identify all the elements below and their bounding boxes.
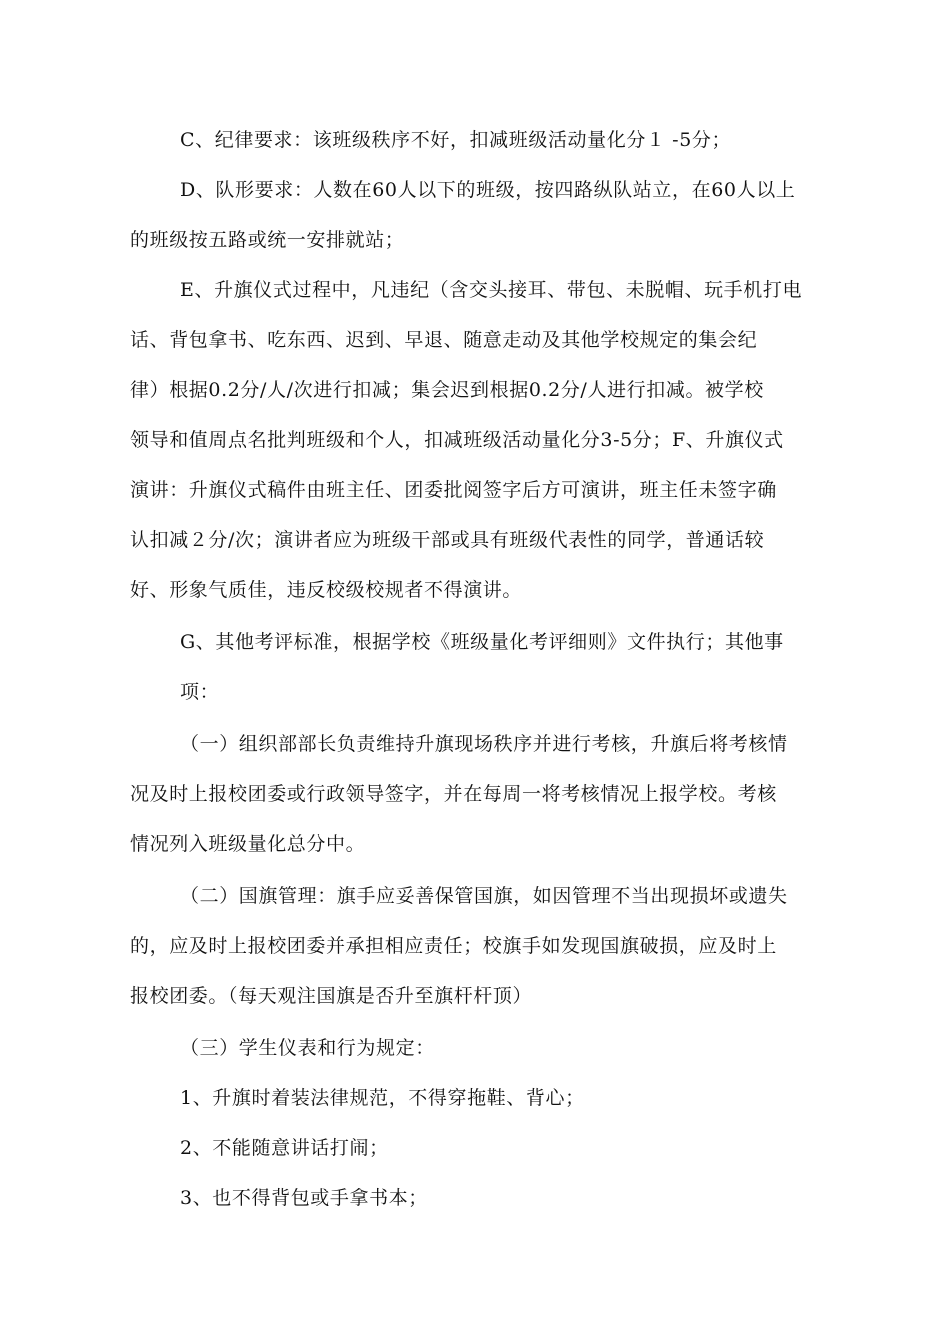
paragraph-e-line-1: E、升旗仪式过程中，凡违纪（含交头接耳、带包、未脱帽、玩手机打电 bbox=[180, 279, 803, 301]
section-two-line-1: （二）国旗管理：旗手应妥善保管国旗，如因管理不当出现损坏或遗失 bbox=[180, 885, 788, 907]
paragraph-d-line-1: D、队形要求：人数在60人以下的班级，按四路纵队站立，在60人以上 bbox=[180, 179, 796, 201]
section-one-line-3: 情况列入班级量化总分中。 bbox=[130, 833, 366, 855]
section-two-line-2: 的，应及时上报校团委并承担相应责任；校旗手如发现国旗破损，应及时上 bbox=[130, 935, 777, 957]
rule-item-1: 1、升旗时着装法律规范，不得穿拖鞋、背心； bbox=[180, 1087, 585, 1109]
section-one-line-2: 况及时上报校团委或行政领导签字，并在每周一将考核情况上报学校。考核 bbox=[130, 783, 777, 805]
paragraph-g-line-1: G、其他考评标准，根据学校《班级量化考评细则》文件执行；其他事 bbox=[180, 631, 784, 653]
section-two-line-3: 报校团委。（每天观注国旗是否升至旗杆杆顶） bbox=[130, 985, 533, 1007]
rule-item-3: 3、也不得背包或手拿书本； bbox=[180, 1187, 428, 1209]
paragraph-g-line-2: 项： bbox=[180, 681, 220, 703]
paragraph-e-line-5: 演讲：升旗仪式稿件由班主任、团委批阅签字后方可演讲，班主任未签字确 bbox=[130, 479, 777, 501]
section-one-line-1: （一）组织部部长负责维持升旗现场秩序并进行考核，升旗后将考核情 bbox=[180, 733, 788, 755]
section-three-heading: （三）学生仪表和行为规定： bbox=[180, 1037, 435, 1059]
paragraph-e-line-4: 领导和值周点名批判班级和个人，扣减班级活动量化分3-5分；F、升旗仪式 bbox=[130, 429, 784, 451]
paragraph-e-line-6: 认扣减２分/次；演讲者应为班级干部或具有班级代表性的同学，普通话较 bbox=[130, 529, 765, 551]
paragraph-e-line-7: 好、形象气质佳，违反校级校规者不得演讲。 bbox=[130, 579, 523, 601]
rule-item-2: 2、不能随意讲话打闹； bbox=[180, 1137, 389, 1159]
paragraph-e-line-2: 话、背包拿书、吃东西、迟到、早退、随意走动及其他学校规定的集会纪 bbox=[130, 329, 758, 351]
paragraph-e-line-3: 律）根据0.2分/人/次进行扣减；集会迟到根据0.2分/人进行扣减。被学校 bbox=[130, 379, 764, 401]
paragraph-d-line-2: 的班级按五路或统一安排就站； bbox=[130, 229, 405, 251]
paragraph-c: C、纪律要求：该班级秩序不好，扣减班级活动量化分１ -5分； bbox=[180, 129, 732, 151]
